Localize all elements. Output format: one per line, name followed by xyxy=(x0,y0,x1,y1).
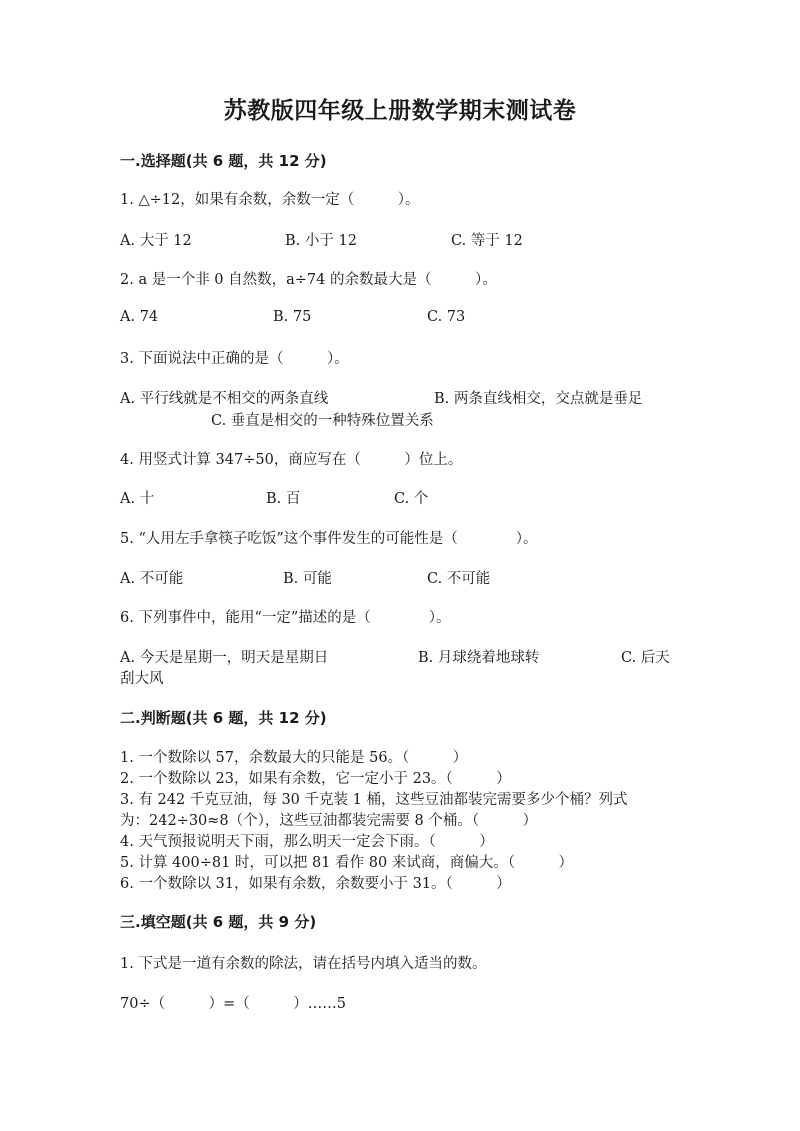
option-b: B. 两条直线相交，交点就是垂足 xyxy=(434,391,643,407)
section-heading-fill-in: 三.填空题(共 6 题，共 9 分) xyxy=(120,913,317,931)
judgment-item: 1. 一个数除以 57，余数最大的只能是 56。（ ） xyxy=(120,750,468,766)
option-a: A. 74 xyxy=(120,309,159,325)
option-c: C. 垂直是相交的一种特殊位置关系 xyxy=(211,413,434,429)
judgment-item: 3. 有 242 千克豆油，每 30 千克装 1 桶，这些豆油都装完需要多少个桶？列式 xyxy=(120,792,628,808)
question-stem: 1. 下式是一道有余数的除法，请在括号内填入适当的数。 xyxy=(120,956,487,972)
option-c: C. 等于 12 xyxy=(451,233,523,249)
option-a: A. 今天是星期一，明天是星期日 xyxy=(120,650,329,666)
judgment-item: 2. 一个数除以 23，如果有余数，它一定小于 23。（ ） xyxy=(120,771,511,787)
section-heading-judgment: 二.判断题(共 6 题，共 12 分) xyxy=(120,709,327,727)
judgment-item: 6. 一个数除以 31，如果有余数，余数要小于 31。（ ） xyxy=(120,876,511,892)
question-stem: 1. △÷12，如果有余数，余数一定（ ）。 xyxy=(120,192,420,208)
question-stem: 3. 下面说法中正确的是（ ）。 xyxy=(120,351,349,367)
question-stem: 4. 用竖式计算 347÷50，商应写在（ ）位上。 xyxy=(120,452,463,468)
division-equation: 70÷（ ）=（ ）……5 xyxy=(120,996,346,1012)
option-a: A. 平行线就是不相交的两条直线 xyxy=(120,391,329,407)
option-b: B. 75 xyxy=(273,309,312,325)
option-b: B. 百 xyxy=(266,491,301,507)
option-c: C. 73 xyxy=(427,309,466,325)
option-c-continued: 刮大风 xyxy=(120,671,164,687)
judgment-item: 4. 天气预报说明天下雨，那么明天一定会下雨。（ ） xyxy=(120,834,494,850)
option-a: A. 大于 12 xyxy=(120,233,192,249)
option-a: A. 不可能 xyxy=(120,571,184,587)
option-a: A. 十 xyxy=(120,491,155,507)
question-stem: 6. 下列事件中，能用“一定”描述的是（ ）。 xyxy=(120,610,451,626)
option-c: C. 个 xyxy=(394,491,429,507)
question-stem: 2. a 是一个非 0 自然数，a÷74 的余数最大是（ ）。 xyxy=(120,272,497,288)
option-b: B. 小于 12 xyxy=(285,233,357,249)
judgment-item-continued: 为：242÷30≈8（个），这些豆油都装完需要 8 个桶。（ ） xyxy=(120,813,538,829)
question-stem: 5. “人用左手拿筷子吃饭”这个事件发生的可能性是（ ）。 xyxy=(120,531,538,547)
option-b: B. 月球绕着地球转 xyxy=(418,650,540,666)
section-heading-choice: 一.选择题(共 6 题，共 12 分) xyxy=(120,152,327,170)
exam-title: 苏教版四年级上册数学期末测试卷 xyxy=(223,98,577,124)
option-c: C. 后天 xyxy=(621,650,670,666)
judgment-item: 5. 计算 400÷81 时，可以把 81 看作 80 来试商，商偏大。（ ） xyxy=(120,855,574,871)
option-c: C. 不可能 xyxy=(427,571,491,587)
option-b: B. 可能 xyxy=(283,571,332,587)
